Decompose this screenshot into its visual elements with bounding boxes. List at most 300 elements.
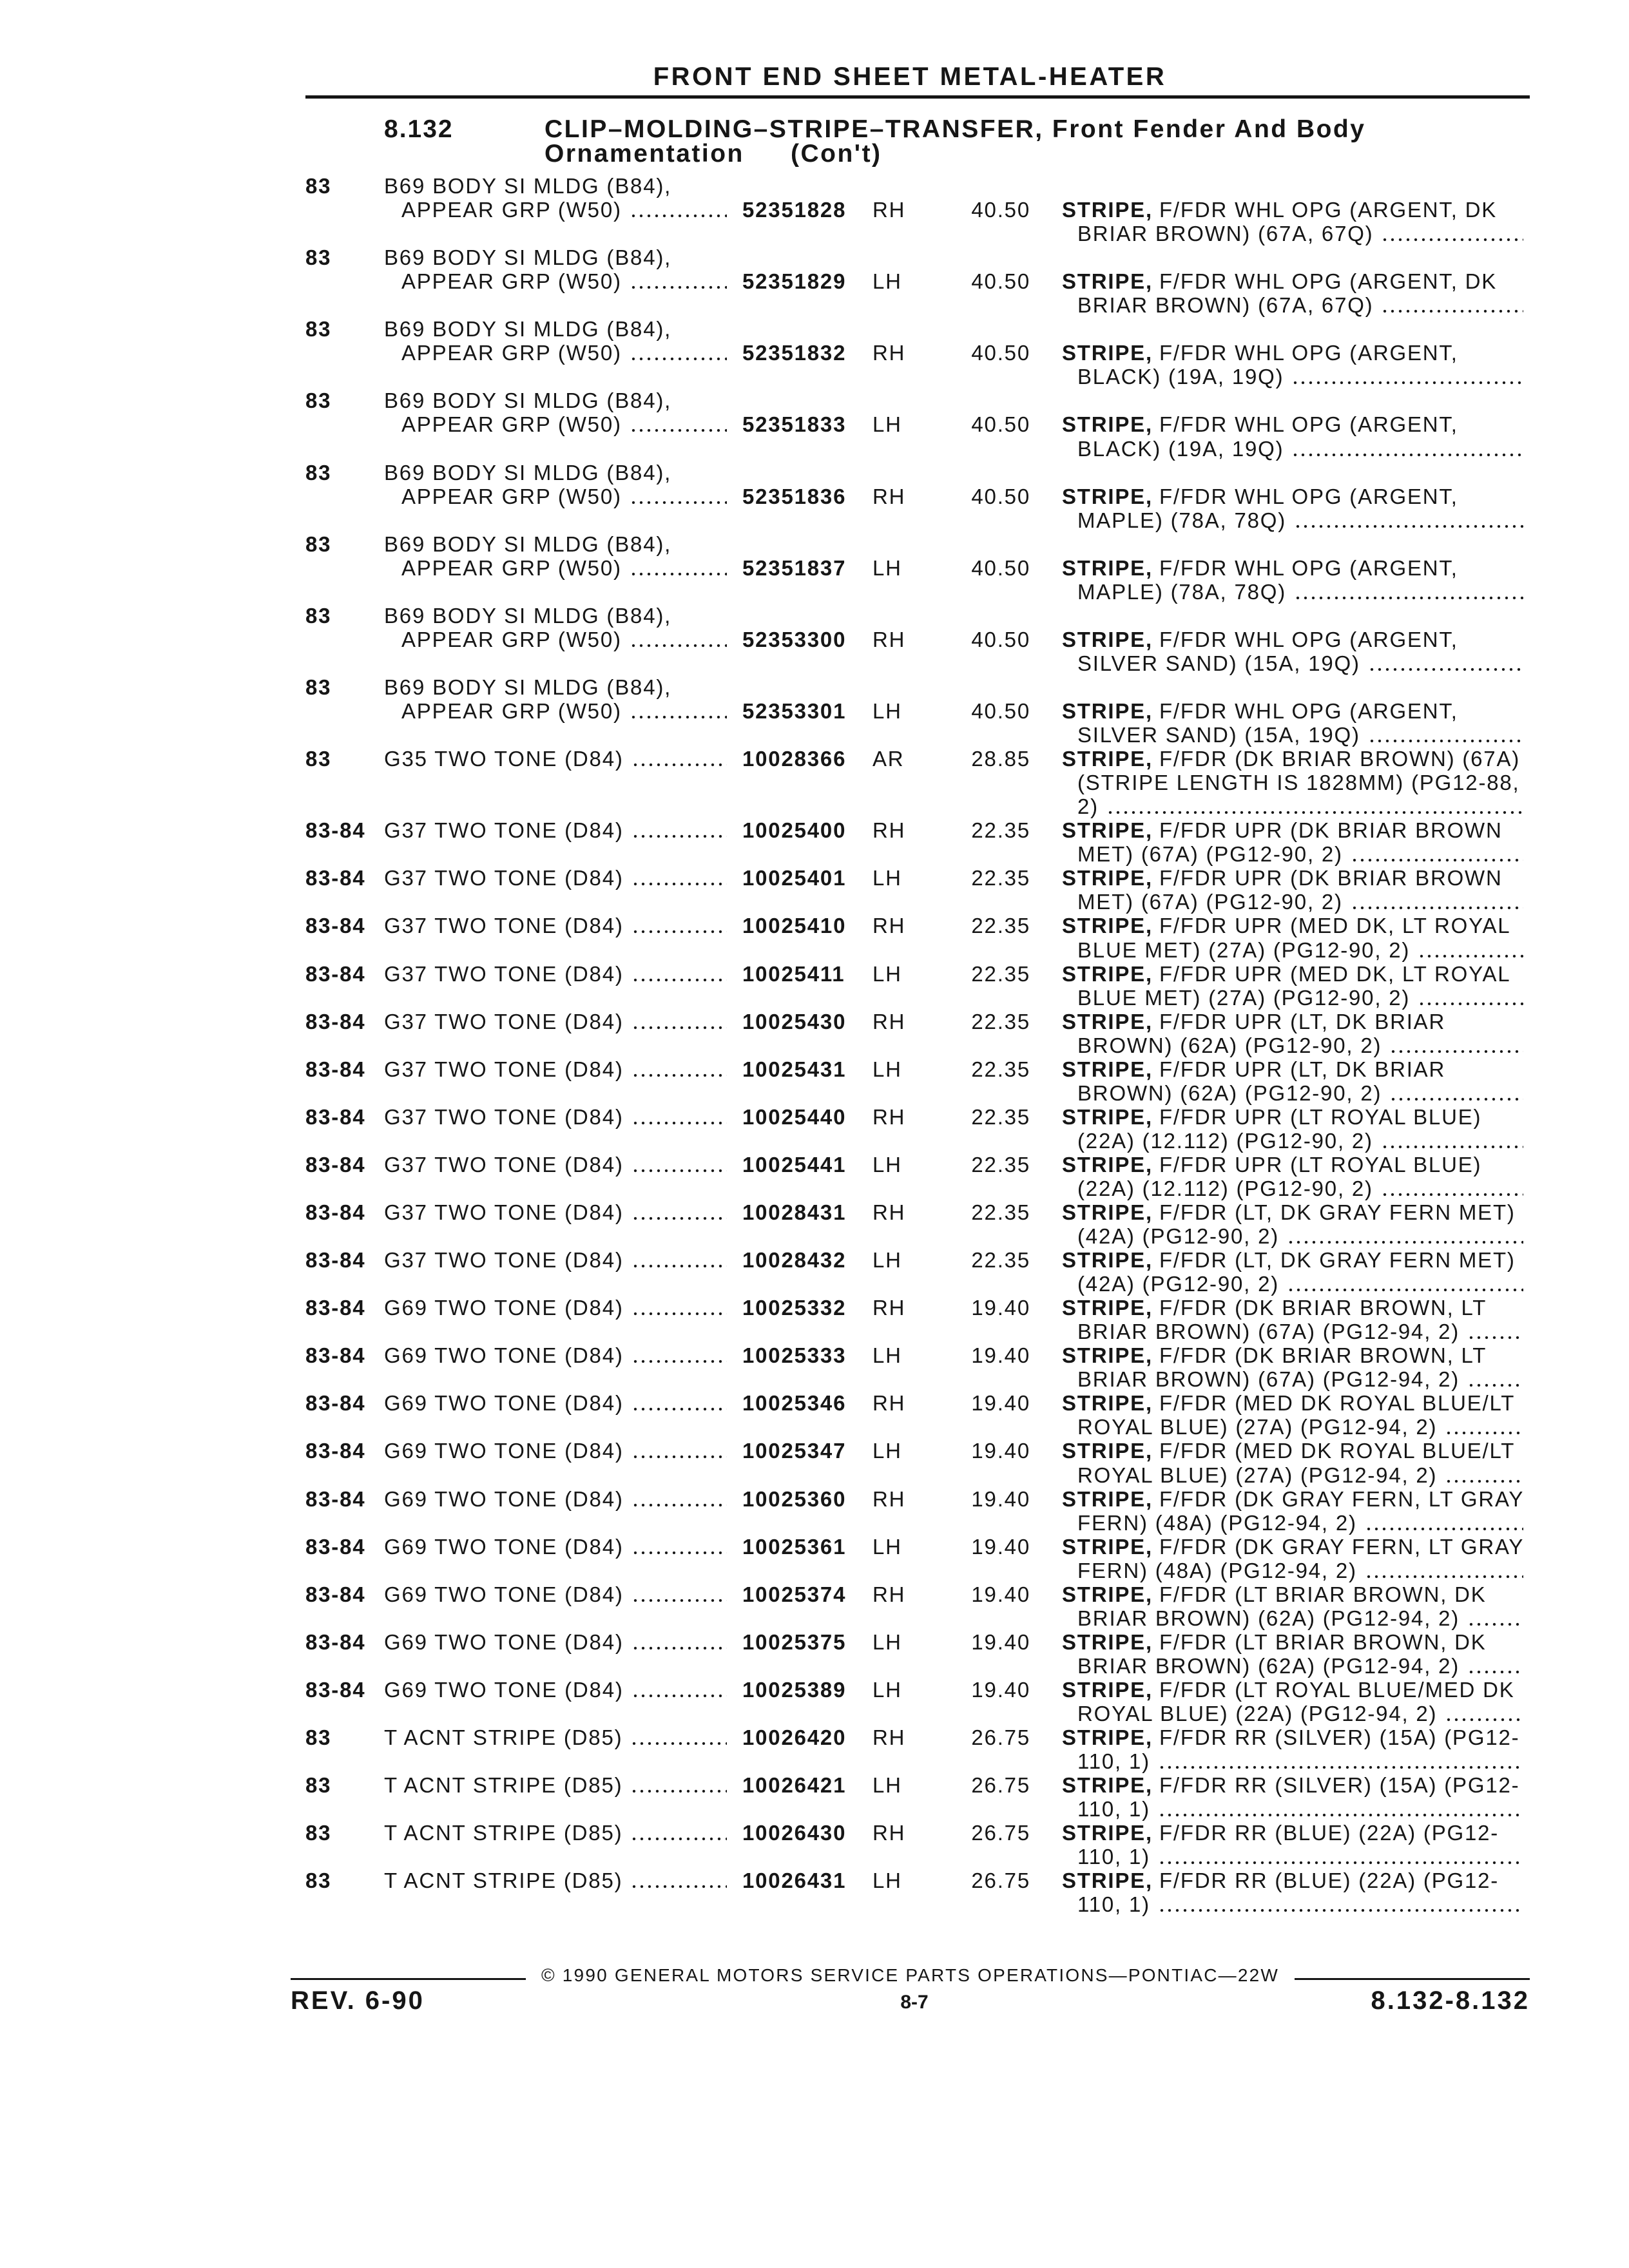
model-year: 83-84 [305, 818, 366, 843]
model-year: 83-84 [305, 1582, 366, 1606]
description-text: (22A) (12.112) (PG12-90, 2) [1077, 1176, 1373, 1200]
item-text: APPEAR GRP (W50) [401, 198, 622, 222]
item-text: T ACNT STRIPE (D85) [384, 1773, 623, 1798]
side-code: LH [872, 1248, 902, 1273]
dot-leader [1291, 365, 1523, 389]
section-title [545, 117, 1365, 166]
price: 22.35 [971, 1009, 1030, 1033]
dot-leader [631, 1153, 727, 1177]
dot-leader [630, 269, 727, 293]
part-row [305, 1725, 1523, 1773]
price: 40.50 [971, 341, 1030, 365]
side-code: RH [872, 1582, 906, 1606]
description-text: F/FDR (LT BRIAR BROWN, DK [1159, 1582, 1487, 1606]
part-number: 52351837 [742, 555, 847, 580]
item-line [384, 1869, 742, 1892]
description-line [1062, 1367, 1523, 1391]
dot-leader [1445, 1702, 1523, 1725]
description-text: F/FDR RR (SILVER) (15A) (PG12- [1159, 1725, 1520, 1750]
side-code: LH [872, 866, 902, 890]
header-rule [305, 95, 1530, 99]
item-line [384, 269, 742, 293]
description-line [1062, 1869, 1523, 1892]
price: 19.40 [971, 1486, 1030, 1511]
side-code: LH [872, 1773, 902, 1798]
dot-leader [631, 1391, 727, 1415]
item-line [384, 747, 742, 771]
part-number: 10028366 [742, 747, 847, 771]
description-term: STRIPE, [1062, 1057, 1153, 1081]
part-row [305, 1869, 1523, 1916]
price: 40.50 [971, 412, 1030, 437]
dot-leader [630, 1773, 727, 1797]
item-line [384, 866, 742, 890]
dot-leader [1365, 1511, 1523, 1535]
part-number: 10025361 [742, 1534, 847, 1559]
item-text: B69 BODY SI MLDG (B84), [384, 174, 672, 198]
price: 19.40 [971, 1677, 1030, 1702]
description-line [1062, 1057, 1523, 1081]
model-year: 83-84 [305, 961, 366, 986]
section-title-line-1: CLIP–MOLDING–STRIPE–TRANSFER, Front Fender And Body [545, 115, 1366, 143]
model-year: 83 [305, 675, 332, 699]
part-number: 52353300 [742, 627, 847, 651]
item-text: T ACNT STRIPE (D85) [384, 1821, 623, 1845]
description-line [1062, 1224, 1523, 1248]
item-text: G69 TWO TONE (D84) [384, 1486, 624, 1511]
dot-leader [631, 866, 727, 890]
item-line [384, 174, 742, 198]
price: 40.50 [971, 627, 1030, 651]
description-text: F/FDR UPR (MED DK, LT ROYAL [1159, 961, 1511, 986]
description-line [1062, 914, 1523, 937]
dot-leader [631, 962, 727, 986]
description-text: FERN) (48A) (PG12-94, 2) [1077, 1558, 1357, 1582]
description-line [1062, 771, 1523, 794]
dot-leader [631, 1248, 727, 1272]
description-text: FERN) (48A) (PG12-94, 2) [1077, 1510, 1357, 1535]
parts-list [305, 174, 1523, 1916]
side-code: LH [872, 1439, 902, 1463]
item-text: APPEAR GRP (W50) [401, 269, 622, 294]
dot-leader [1351, 890, 1523, 914]
side-code: LH [872, 1534, 902, 1559]
item-text: G69 TWO TONE (D84) [384, 1343, 624, 1368]
model-year: 83 [305, 532, 332, 556]
part-row [305, 245, 1523, 317]
side-code: RH [872, 198, 906, 222]
part-row [305, 675, 1523, 747]
item-text: APPEAR GRP (W50) [401, 627, 622, 651]
part-row [305, 1010, 1523, 1057]
description-line [1062, 723, 1523, 747]
description-text: 2) [1077, 794, 1099, 819]
page-number: 8-7 [900, 1992, 929, 2013]
description-text: F/FDR (MED DK ROYAL BLUE/LT [1159, 1391, 1516, 1416]
item-text: G69 TWO TONE (D84) [384, 1296, 624, 1320]
description-term: STRIPE, [1062, 198, 1153, 222]
model-year: 83-84 [305, 1677, 366, 1702]
item-text: G35 TWO TONE (D84) [384, 747, 624, 771]
description-line [1062, 747, 1523, 771]
description-text: BROWN) (62A) (PG12-90, 2) [1077, 1033, 1382, 1057]
footer-rule-right [1295, 1978, 1530, 1980]
description-term: STRIPE, [1062, 1582, 1153, 1606]
description-text: F/FDR UPR (DK BRIAR BROWN [1159, 818, 1503, 843]
price: 40.50 [971, 198, 1030, 222]
item-line [384, 1773, 742, 1797]
description-text: BRIAR BROWN) (67A) (PG12-94, 2) [1077, 1320, 1460, 1344]
item-text: G69 TWO TONE (D84) [384, 1534, 624, 1559]
item-text: G37 TWO TONE (D84) [384, 1248, 624, 1273]
description-line [1062, 938, 1523, 962]
dot-leader [631, 1678, 727, 1702]
description-term: STRIPE, [1062, 1009, 1153, 1033]
part-number: 10028432 [742, 1248, 847, 1273]
description-text: BLUE MET) (27A) (PG12-90, 2) [1077, 985, 1411, 1010]
description-text: F/FDR (DK GRAY FERN, LT GRAY [1159, 1534, 1525, 1559]
dot-leader [630, 341, 727, 365]
part-row [305, 1200, 1523, 1248]
description-line [1062, 818, 1523, 842]
description-term: STRIPE, [1062, 1391, 1153, 1416]
item-text: G37 TWO TONE (D84) [384, 1009, 624, 1033]
description-text: (42A) (PG12-90, 2) [1077, 1224, 1280, 1249]
dot-leader [630, 699, 727, 723]
part-row [305, 747, 1523, 818]
dot-leader [1418, 938, 1523, 962]
description-term: STRIPE, [1062, 1629, 1153, 1654]
dot-leader [1368, 651, 1523, 675]
price: 40.50 [971, 699, 1030, 724]
item-line [384, 1678, 742, 1702]
description-text: F/FDR (LT BRIAR BROWN, DK [1159, 1629, 1487, 1654]
price: 19.40 [971, 1391, 1030, 1416]
part-number: 10025374 [742, 1582, 847, 1606]
item-text: G37 TWO TONE (D84) [384, 818, 624, 843]
description-line [1062, 508, 1523, 532]
dot-leader [1381, 293, 1523, 317]
dot-leader [630, 556, 727, 580]
description-line [1062, 1559, 1523, 1582]
item-text: B69 BODY SI MLDG (B84), [384, 460, 672, 485]
description-term: STRIPE, [1062, 961, 1153, 986]
description-line [1062, 628, 1523, 651]
item-line [384, 628, 742, 651]
dot-leader [1158, 1797, 1523, 1821]
page-header-title: FRONT END SHEET METAL-HEATER [653, 62, 1167, 91]
dot-leader [1351, 842, 1523, 866]
dot-leader [1381, 222, 1523, 245]
description-line [1062, 794, 1523, 818]
dot-leader [631, 1439, 727, 1463]
description-text: F/FDR (DK GRAY FERN, LT GRAY [1159, 1486, 1525, 1511]
description-term: STRIPE, [1062, 1773, 1153, 1798]
description-text: F/FDR (LT, DK GRAY FERN MET) [1159, 1248, 1516, 1273]
description-term: STRIPE, [1062, 1296, 1153, 1320]
description-text: F/FDR UPR (LT ROYAL BLUE) [1159, 1104, 1482, 1129]
model-year: 83 [305, 1821, 332, 1845]
part-row [305, 532, 1523, 604]
description-term: STRIPE, [1062, 1200, 1153, 1225]
item-line [384, 1582, 742, 1606]
item-line [384, 1725, 742, 1749]
dot-leader [631, 1535, 727, 1559]
price: 22.35 [971, 1104, 1030, 1129]
price: 22.35 [971, 818, 1030, 843]
item-text: APPEAR GRP (W50) [401, 555, 622, 580]
description-line [1062, 1535, 1523, 1559]
item-text: G37 TWO TONE (D84) [384, 866, 624, 890]
description-term: STRIPE, [1062, 484, 1153, 508]
description-text: BLACK) (19A, 19Q) [1077, 436, 1284, 461]
side-code: RH [872, 1296, 906, 1320]
model-year: 83-84 [305, 1439, 366, 1463]
description-text: (42A) (PG12-90, 2) [1077, 1272, 1280, 1296]
description-line [1062, 1892, 1523, 1916]
part-row [305, 1296, 1523, 1343]
dot-leader [631, 1200, 727, 1224]
description-line [1062, 222, 1523, 245]
part-row [305, 461, 1523, 532]
section-title-line-2 [545, 142, 1365, 166]
part-number: 10025440 [742, 1104, 847, 1129]
side-code: LH [872, 1677, 902, 1702]
description-line [1062, 1415, 1523, 1439]
footer-rule-left [291, 1978, 526, 1980]
item-text: G69 TWO TONE (D84) [384, 1391, 624, 1416]
model-year: 83 [305, 317, 332, 341]
part-row [305, 604, 1523, 675]
item-text: G37 TWO TONE (D84) [384, 1057, 624, 1081]
description-text: F/FDR WHL OPG (ARGENT, [1159, 484, 1458, 508]
description-line [1062, 1582, 1523, 1606]
description-term: STRIPE, [1062, 1248, 1153, 1273]
part-row [305, 389, 1523, 460]
price: 26.75 [971, 1821, 1030, 1845]
description-text: 110, 1) [1077, 1845, 1150, 1869]
item-text: B69 BODY SI MLDG (B84), [384, 317, 672, 341]
model-year: 83 [305, 603, 332, 628]
dot-leader [1287, 1224, 1523, 1248]
price: 22.35 [971, 866, 1030, 890]
price: 19.40 [971, 1343, 1030, 1368]
dot-leader [630, 412, 727, 436]
dot-leader [630, 485, 727, 508]
dot-leader [1365, 1559, 1523, 1582]
description-text: F/FDR (DK BRIAR BROWN, LT [1159, 1343, 1487, 1368]
item-line [384, 1105, 742, 1129]
side-code: LH [872, 1152, 902, 1177]
description-text: (STRIPE LENGTH IS 1828MM) (PG12-88, [1077, 771, 1520, 795]
description-line [1062, 1296, 1523, 1320]
part-row [305, 1773, 1523, 1821]
description-line [1062, 962, 1523, 986]
part-number: 10025347 [742, 1439, 847, 1463]
description-line [1062, 651, 1523, 675]
item-line [384, 1200, 742, 1224]
item-text: T ACNT STRIPE (D85) [384, 1725, 623, 1750]
description-line [1062, 1630, 1523, 1654]
description-term: STRIPE, [1062, 1486, 1153, 1511]
description-line [1062, 842, 1523, 866]
part-number: 10026420 [742, 1725, 847, 1750]
description-line [1062, 1702, 1523, 1725]
dot-leader [1467, 1654, 1523, 1678]
price: 22.35 [971, 1248, 1030, 1273]
part-number: 10025430 [742, 1009, 847, 1033]
dot-leader [631, 818, 727, 842]
price: 19.40 [971, 1629, 1030, 1654]
price: 22.35 [971, 1152, 1030, 1177]
part-number: 10026430 [742, 1821, 847, 1845]
part-row [305, 1248, 1523, 1296]
model-year: 83-84 [305, 1534, 366, 1559]
description-line [1062, 1153, 1523, 1177]
item-text: B69 BODY SI MLDG (B84), [384, 245, 672, 270]
price: 26.75 [971, 1725, 1030, 1750]
dot-leader [631, 1105, 727, 1129]
description-text: MET) (67A) (PG12-90, 2) [1077, 890, 1343, 914]
item-line [384, 245, 742, 269]
description-text: F/FDR WHL OPG (ARGENT, DK [1159, 269, 1498, 294]
description-text: SILVER SAND) (15A, 19Q) [1077, 723, 1360, 747]
description-line [1062, 1606, 1523, 1630]
part-number: 52351828 [742, 198, 847, 222]
part-number: 10025431 [742, 1057, 847, 1081]
part-number: 10025411 [742, 961, 845, 986]
part-row [305, 1105, 1523, 1153]
description-line [1062, 1821, 1523, 1845]
model-year: 83-84 [305, 866, 366, 890]
item-line [384, 1439, 742, 1463]
description-line [1062, 1129, 1523, 1153]
side-code: RH [872, 627, 906, 651]
description-text: ROYAL BLUE) (22A) (PG12-94, 2) [1077, 1702, 1438, 1725]
side-code: LH [872, 961, 902, 986]
description-text: F/FDR (LT ROYAL BLUE/MED DK [1159, 1677, 1515, 1702]
part-row [305, 317, 1523, 389]
part-number: 10025333 [742, 1343, 847, 1368]
item-text: B69 BODY SI MLDG (B84), [384, 389, 672, 413]
side-code: RH [872, 1200, 906, 1225]
description-text: BRIAR BROWN) (62A) (PG12-94, 2) [1077, 1653, 1460, 1678]
dot-leader [631, 1343, 727, 1367]
description-line [1062, 1797, 1523, 1821]
description-line [1062, 1320, 1523, 1343]
description-line [1062, 1010, 1523, 1033]
description-text: F/FDR UPR (LT ROYAL BLUE) [1159, 1152, 1482, 1177]
part-row [305, 1391, 1523, 1439]
description-line [1062, 198, 1523, 222]
item-text: G37 TWO TONE (D84) [384, 1104, 624, 1129]
description-text: F/FDR RR (BLUE) (22A) (PG12- [1159, 1821, 1499, 1845]
dot-leader [630, 1725, 727, 1749]
dot-leader [1467, 1320, 1523, 1343]
side-code: RH [872, 1725, 906, 1750]
description-term: STRIPE, [1062, 555, 1153, 580]
description-text: 110, 1) [1077, 1749, 1150, 1774]
dot-leader [1467, 1367, 1523, 1391]
description-text: F/FDR WHL OPG (ARGENT, DK [1159, 198, 1498, 222]
item-line [384, 532, 742, 556]
side-code: RH [872, 1821, 906, 1845]
part-number: 52351836 [742, 484, 847, 508]
side-code: LH [872, 1869, 902, 1893]
description-line [1062, 1343, 1523, 1367]
description-text: ROYAL BLUE) (27A) (PG12-94, 2) [1077, 1415, 1438, 1439]
item-line [384, 1248, 742, 1272]
dot-leader [1294, 580, 1523, 604]
side-code: RH [872, 818, 906, 843]
side-code: RH [872, 341, 906, 365]
copyright-text: © 1990 GENERAL MOTORS SERVICE PARTS OPERATIONS—PONTIAC—22W [541, 1965, 1280, 1985]
item-line [384, 962, 742, 986]
model-year: 83-84 [305, 1200, 366, 1225]
item-line [384, 317, 742, 341]
dot-leader [631, 1630, 727, 1654]
part-row [305, 1487, 1523, 1535]
side-code: LH [872, 699, 902, 724]
item-text: G37 TWO TONE (D84) [384, 914, 624, 938]
part-number: 10025441 [742, 1152, 847, 1177]
description-term: STRIPE, [1062, 747, 1153, 771]
model-year: 83-84 [305, 1104, 366, 1129]
model-year: 83 [305, 747, 332, 771]
description-text: BROWN) (62A) (PG12-90, 2) [1077, 1081, 1382, 1105]
item-line [384, 1153, 742, 1177]
part-row [305, 818, 1523, 866]
description-term: STRIPE, [1062, 412, 1153, 437]
model-year: 83-84 [305, 1152, 366, 1177]
part-row [305, 1535, 1523, 1582]
price: 19.40 [971, 1534, 1030, 1559]
part-number: 10025346 [742, 1391, 847, 1416]
description-text: 110, 1) [1077, 1797, 1150, 1821]
part-row [305, 914, 1523, 961]
description-line [1062, 412, 1523, 436]
price: 26.75 [971, 1869, 1030, 1893]
description-text: MAPLE) (78A, 78Q) [1077, 579, 1287, 604]
side-code: RH [872, 1104, 906, 1129]
description-line [1062, 365, 1523, 389]
description-line [1062, 485, 1523, 508]
side-code: LH [872, 555, 902, 580]
description-line [1062, 699, 1523, 723]
item-text: B69 BODY SI MLDG (B84), [384, 675, 672, 699]
description-line [1062, 1272, 1523, 1296]
description-line [1062, 293, 1523, 317]
model-year: 83 [305, 460, 332, 485]
side-code: RH [872, 484, 906, 508]
description-text: F/FDR WHL OPG (ARGENT, [1159, 412, 1458, 437]
dot-leader [1445, 1415, 1523, 1439]
item-line [384, 699, 742, 723]
part-row [305, 962, 1523, 1010]
description-text: F/FDR WHL OPG (ARGENT, [1159, 627, 1458, 651]
price: 19.40 [971, 1582, 1030, 1606]
description-line [1062, 1654, 1523, 1678]
description-text: ROYAL BLUE) (27A) (PG12-94, 2) [1077, 1463, 1438, 1487]
description-term: STRIPE, [1062, 866, 1153, 890]
part-row [305, 1678, 1523, 1725]
item-line [384, 1010, 742, 1033]
item-text: APPEAR GRP (W50) [401, 412, 622, 437]
section-number: 8.132 [384, 115, 454, 143]
item-text: G37 TWO TONE (D84) [384, 1200, 624, 1225]
description-line [1062, 1511, 1523, 1535]
item-line [384, 341, 742, 365]
